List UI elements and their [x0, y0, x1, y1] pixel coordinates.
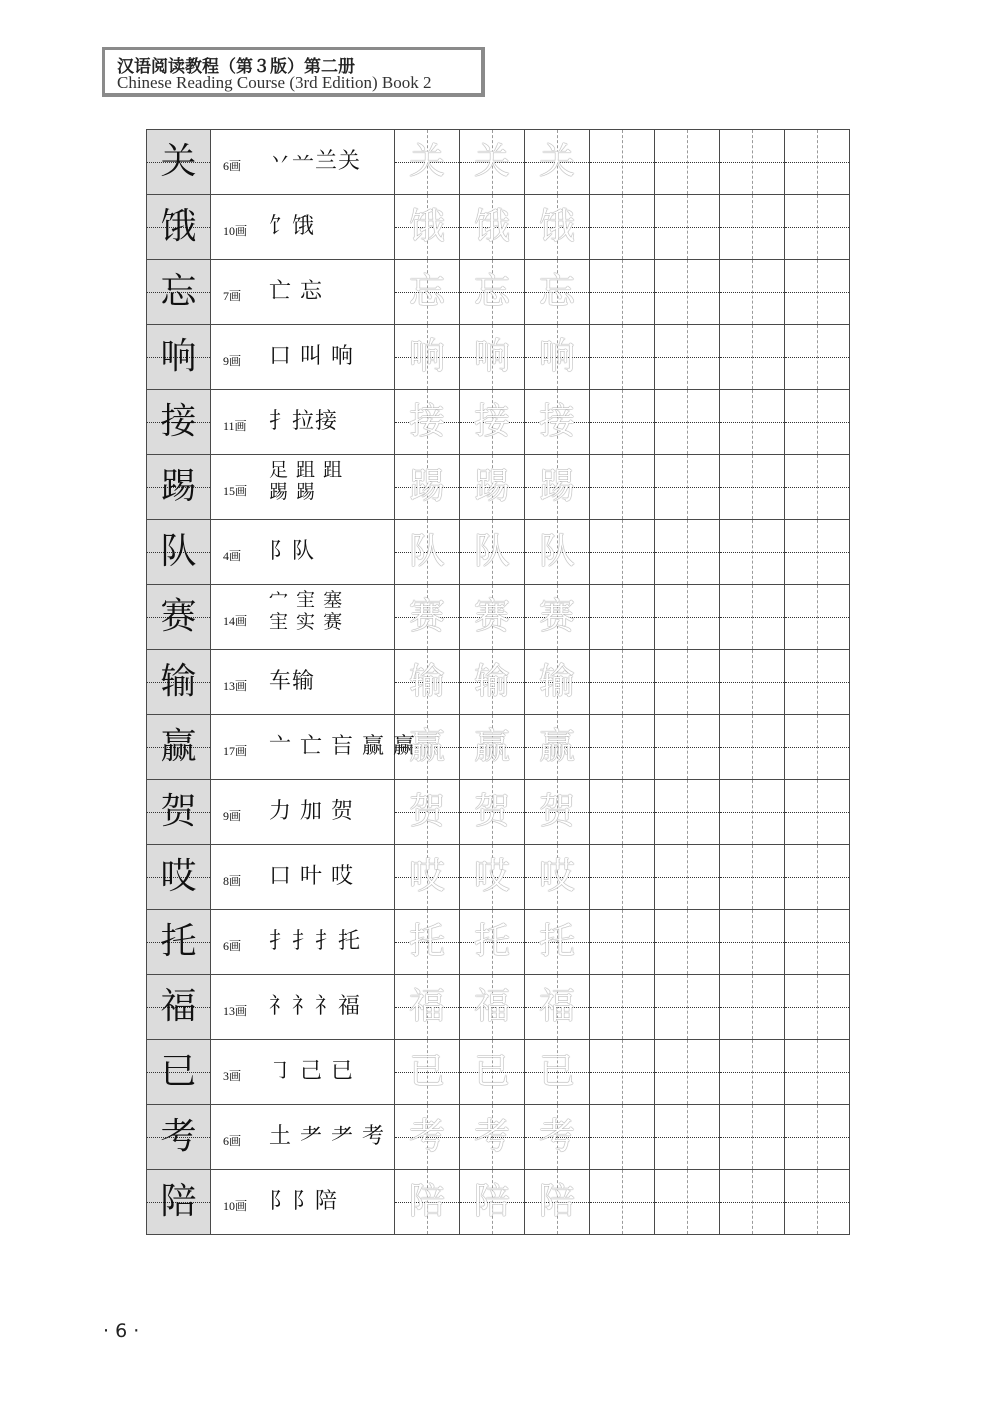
trace-character: 输: [538, 661, 575, 702]
blank-practice-cell: [785, 780, 850, 845]
stroke-info-cell: [211, 1040, 395, 1105]
model-character: 赛: [160, 596, 197, 637]
model-character-cell: [147, 325, 211, 390]
stroke-order-sequence: 亠 亡 吂 赢 赢: [269, 734, 416, 759]
stroke-info-cell: [211, 390, 395, 455]
blank-practice-cell: [655, 975, 720, 1040]
trace-cell: [395, 910, 460, 975]
stroke-count: 15画: [223, 484, 248, 498]
stroke-info-cell: [211, 585, 395, 650]
trace-character: 输: [473, 661, 510, 702]
model-character-cell: [147, 1170, 211, 1235]
blank-practice-cell: [720, 195, 785, 260]
blank-practice-cell: [720, 845, 785, 910]
stroke-order-sequence: 口 叶 哎: [269, 864, 354, 889]
stroke-order-sequence: 足 跙 跙 踢 踢: [269, 459, 344, 503]
trace-cell: [460, 975, 525, 1040]
trace-cell: [395, 845, 460, 910]
practice-row: [147, 195, 850, 260]
trace-cell: [395, 1105, 460, 1170]
trace-cell: [525, 390, 590, 455]
model-character: 福: [160, 986, 197, 1027]
trace-cell: [525, 260, 590, 325]
model-character-cell: [147, 585, 211, 650]
stroke-order-sequence: 土 耂 耂 考: [269, 1124, 385, 1149]
trace-character: 陪: [538, 1181, 575, 1222]
trace-character: 队: [408, 531, 445, 572]
model-character: 陪: [160, 1181, 197, 1222]
blank-practice-cell: [785, 1170, 850, 1235]
trace-cell: [460, 1105, 525, 1170]
trace-character: 踢: [473, 466, 510, 507]
trace-character: 忘: [473, 271, 510, 312]
blank-practice-cell: [720, 390, 785, 455]
stroke-count: 7画: [223, 289, 242, 303]
blank-practice-cell: [655, 325, 720, 390]
model-character-cell: [147, 130, 211, 195]
trace-cell: [460, 390, 525, 455]
trace-character: 队: [473, 531, 510, 572]
practice-row: [147, 130, 850, 195]
stroke-info-cell: [211, 195, 395, 260]
model-character: 赢: [160, 726, 197, 767]
blank-practice-cell: [720, 780, 785, 845]
trace-character: 踢: [538, 466, 575, 507]
trace-cell: [460, 130, 525, 195]
trace-cell: [395, 455, 460, 520]
blank-practice-cell: [655, 130, 720, 195]
stroke-info-cell: [211, 520, 395, 585]
trace-cell: [525, 715, 590, 780]
stroke-order-sequence: 宀 宔 塞 宔 实 赛: [269, 589, 344, 633]
practice-row: [147, 1105, 850, 1170]
trace-cell: [395, 585, 460, 650]
stroke-count: 13画: [223, 1004, 248, 1018]
stroke-order-sequence: 饣饿: [269, 214, 316, 239]
blank-practice-cell: [655, 390, 720, 455]
blank-practice-cell: [785, 455, 850, 520]
model-character-cell: [147, 975, 211, 1040]
stroke-order-sequence: 丷䒑兰关: [269, 149, 362, 174]
practice-row: [147, 455, 850, 520]
trace-character: 哎: [408, 856, 445, 897]
blank-practice-cell: [785, 845, 850, 910]
trace-character: 托: [408, 921, 445, 962]
trace-character: 响: [408, 336, 445, 377]
stroke-count: 17画: [223, 744, 248, 758]
trace-character: 响: [473, 336, 510, 377]
practice-row: [147, 780, 850, 845]
blank-practice-cell: [655, 455, 720, 520]
stroke-info-cell: [211, 975, 395, 1040]
trace-cell: [525, 650, 590, 715]
trace-cell: [460, 780, 525, 845]
trace-cell: [395, 390, 460, 455]
stroke-info-cell: [211, 325, 395, 390]
stroke-count: 10画: [223, 224, 248, 238]
blank-practice-cell: [785, 975, 850, 1040]
blank-practice-cell: [655, 845, 720, 910]
trace-cell: [460, 845, 525, 910]
trace-character: 响: [538, 336, 575, 377]
trace-character: 输: [408, 661, 445, 702]
stroke-count: 8画: [223, 874, 242, 888]
trace-character: 赢: [473, 726, 510, 767]
trace-character: 福: [408, 986, 445, 1027]
trace-cell: [460, 520, 525, 585]
trace-character: 接: [408, 401, 445, 442]
trace-character: 接: [473, 401, 510, 442]
blank-practice-cell: [590, 650, 655, 715]
trace-cell: [460, 910, 525, 975]
blank-practice-cell: [590, 455, 655, 520]
stroke-order-sequence: 扌扌扌托: [269, 929, 362, 954]
stroke-count: 6画: [223, 939, 242, 953]
trace-character: 饿: [538, 206, 575, 247]
model-character-cell: [147, 715, 211, 780]
trace-character: 考: [408, 1116, 445, 1157]
blank-practice-cell: [590, 975, 655, 1040]
trace-character: 赛: [473, 596, 510, 637]
trace-character: 陪: [408, 1181, 445, 1222]
model-character: 队: [160, 531, 197, 572]
stroke-info-cell: [211, 910, 395, 975]
blank-practice-cell: [785, 130, 850, 195]
trace-cell: [525, 520, 590, 585]
stroke-count: 14画: [223, 614, 248, 628]
practice-row: [147, 910, 850, 975]
blank-practice-cell: [590, 325, 655, 390]
practice-row: [147, 1170, 850, 1235]
trace-character: 已: [538, 1051, 575, 1092]
blank-practice-cell: [655, 650, 720, 715]
stroke-order-sequence: ㇆ 己 已: [269, 1059, 354, 1084]
model-character-cell: [147, 780, 211, 845]
stroke-order-sequence: 礻礻礻福: [269, 994, 362, 1019]
model-character-cell: [147, 520, 211, 585]
trace-character: 贺: [538, 791, 575, 832]
character-practice-grid: [146, 129, 850, 1235]
blank-practice-cell: [785, 585, 850, 650]
model-character: 接: [160, 401, 197, 442]
trace-character: 哎: [538, 856, 575, 897]
trace-character: 饿: [408, 206, 445, 247]
model-character: 哎: [160, 856, 197, 897]
practice-row: [147, 390, 850, 455]
model-character-cell: [147, 1040, 211, 1105]
trace-cell: [395, 1040, 460, 1105]
book-header: [102, 47, 485, 97]
trace-character: 福: [473, 986, 510, 1027]
trace-cell: [395, 975, 460, 1040]
stroke-info-cell: [211, 455, 395, 520]
blank-practice-cell: [785, 650, 850, 715]
trace-character: 踢: [408, 466, 445, 507]
stroke-info-cell: [211, 845, 395, 910]
stroke-count: 6画: [223, 159, 242, 173]
blank-practice-cell: [785, 1040, 850, 1105]
trace-character: 福: [538, 986, 575, 1027]
trace-character: 考: [473, 1116, 510, 1157]
trace-cell: [395, 260, 460, 325]
model-character: 已: [160, 1051, 197, 1092]
practice-row: [147, 325, 850, 390]
stroke-count: 9画: [223, 809, 242, 823]
trace-cell: [395, 650, 460, 715]
stroke-info-cell: [211, 715, 416, 780]
blank-practice-cell: [720, 650, 785, 715]
trace-cell: [395, 715, 460, 780]
blank-practice-cell: [590, 910, 655, 975]
model-character: 响: [160, 336, 197, 377]
practice-row: [147, 650, 850, 715]
trace-character: 忘: [538, 271, 575, 312]
stroke-count: 10画: [223, 1199, 248, 1213]
trace-cell: [395, 325, 460, 390]
trace-cell: [525, 910, 590, 975]
stroke-count: 6画: [223, 1134, 242, 1148]
stroke-order-sequence: 口 叫 响: [269, 344, 354, 369]
model-character-cell: [147, 1105, 211, 1170]
trace-character: 关: [538, 141, 575, 182]
model-character: 关: [160, 141, 197, 182]
practice-row: [147, 715, 850, 780]
stroke-info-cell: [211, 1105, 395, 1170]
blank-practice-cell: [720, 975, 785, 1040]
stroke-count: 13画: [223, 679, 248, 693]
trace-cell: [525, 1170, 590, 1235]
practice-row: [147, 260, 850, 325]
model-character-cell: [147, 260, 211, 325]
blank-practice-cell: [785, 390, 850, 455]
blank-practice-cell: [785, 910, 850, 975]
trace-character: 贺: [473, 791, 510, 832]
blank-practice-cell: [655, 195, 720, 260]
trace-character: 考: [538, 1116, 575, 1157]
practice-row: [147, 845, 850, 910]
trace-character: 陪: [473, 1181, 510, 1222]
blank-practice-cell: [720, 715, 785, 780]
blank-practice-cell: [590, 520, 655, 585]
blank-practice-cell: [590, 260, 655, 325]
trace-cell: [525, 455, 590, 520]
trace-cell: [460, 650, 525, 715]
blank-practice-cell: [785, 715, 850, 780]
blank-practice-cell: [720, 1040, 785, 1105]
trace-cell: [395, 1170, 460, 1235]
blank-practice-cell: [655, 715, 720, 780]
trace-cell: [460, 1170, 525, 1235]
blank-practice-cell: [720, 260, 785, 325]
blank-practice-cell: [720, 520, 785, 585]
trace-character: 赢: [538, 726, 575, 767]
model-character-cell: [147, 390, 211, 455]
model-character-cell: [147, 650, 211, 715]
blank-practice-cell: [655, 520, 720, 585]
trace-character: 哎: [473, 856, 510, 897]
header-title-en: Chinese Reading Course (3rd Edition) Book 2: [117, 73, 432, 92]
trace-cell: [525, 975, 590, 1040]
blank-practice-cell: [590, 1040, 655, 1105]
trace-cell: [395, 195, 460, 260]
model-character: 托: [160, 921, 197, 962]
trace-cell: [525, 780, 590, 845]
trace-character: 贺: [408, 791, 445, 832]
trace-cell: [460, 1040, 525, 1105]
blank-practice-cell: [590, 390, 655, 455]
blank-practice-cell: [655, 780, 720, 845]
practice-row: [147, 975, 850, 1040]
trace-character: 饿: [473, 206, 510, 247]
trace-cell: [460, 585, 525, 650]
practice-row: [147, 585, 850, 650]
trace-character: 托: [538, 921, 575, 962]
trace-cell: [525, 130, 590, 195]
stroke-count: 9画: [223, 354, 242, 368]
trace-cell: [395, 130, 460, 195]
trace-cell: [395, 520, 460, 585]
blank-practice-cell: [720, 1105, 785, 1170]
trace-character: 已: [408, 1051, 445, 1092]
blank-practice-cell: [590, 845, 655, 910]
blank-practice-cell: [655, 910, 720, 975]
stroke-order-sequence: 阝队: [269, 539, 316, 564]
stroke-order-sequence: 扌拉接: [269, 409, 339, 434]
blank-practice-cell: [720, 1170, 785, 1235]
trace-cell: [395, 780, 460, 845]
trace-cell: [525, 1040, 590, 1105]
blank-practice-cell: [785, 260, 850, 325]
blank-practice-cell: [720, 910, 785, 975]
trace-cell: [525, 195, 590, 260]
trace-cell: [460, 325, 525, 390]
trace-cell: [525, 1105, 590, 1170]
trace-cell: [525, 845, 590, 910]
stroke-order-sequence: 阝阝陪: [269, 1189, 339, 1214]
trace-character: 关: [473, 141, 510, 182]
header-title-cn: 汉语阅读教程（第３版）第二册: [117, 57, 355, 77]
trace-cell: [525, 585, 590, 650]
trace-cell: [460, 715, 525, 780]
trace-character: 队: [538, 531, 575, 572]
blank-practice-cell: [655, 260, 720, 325]
blank-practice-cell: [590, 715, 655, 780]
blank-practice-cell: [655, 1040, 720, 1105]
trace-character: 已: [473, 1051, 510, 1092]
trace-cell: [460, 260, 525, 325]
blank-practice-cell: [720, 325, 785, 390]
stroke-order-sequence: 力 加 贺: [269, 799, 354, 824]
trace-character: 赢: [408, 726, 445, 767]
blank-practice-cell: [590, 195, 655, 260]
blank-practice-cell: [590, 585, 655, 650]
stroke-count: 3画: [223, 1069, 242, 1083]
stroke-info-cell: [211, 780, 395, 845]
trace-character: 接: [538, 401, 575, 442]
model-character-cell: [147, 195, 211, 260]
stroke-order-sequence: 亡 忘: [269, 279, 323, 304]
model-character-cell: [147, 455, 211, 520]
trace-character: 赛: [538, 596, 575, 637]
stroke-info-cell: [211, 260, 395, 325]
model-character: 忘: [160, 271, 197, 312]
trace-character: 托: [473, 921, 510, 962]
blank-practice-cell: [590, 1170, 655, 1235]
trace-cell: [460, 455, 525, 520]
page-number: · 6 ·: [103, 1320, 140, 1342]
stroke-info-cell: [211, 650, 395, 715]
blank-practice-cell: [655, 1105, 720, 1170]
blank-practice-cell: [785, 195, 850, 260]
blank-practice-cell: [590, 130, 655, 195]
model-character-cell: [147, 910, 211, 975]
trace-cell: [525, 325, 590, 390]
blank-practice-cell: [785, 325, 850, 390]
model-character: 考: [160, 1116, 197, 1157]
trace-character: 忘: [408, 271, 445, 312]
model-character: 饿: [160, 206, 197, 247]
stroke-count: 11画: [223, 419, 247, 433]
blank-practice-cell: [720, 455, 785, 520]
blank-practice-cell: [720, 585, 785, 650]
model-character: 输: [160, 661, 197, 702]
practice-row: [147, 520, 850, 585]
stroke-info-cell: [211, 1170, 395, 1235]
blank-practice-cell: [655, 585, 720, 650]
blank-practice-cell: [720, 130, 785, 195]
trace-cell: [460, 195, 525, 260]
stroke-info-cell: [211, 130, 395, 195]
blank-practice-cell: [785, 520, 850, 585]
model-character: 贺: [160, 791, 197, 832]
stroke-count: 4画: [223, 549, 242, 563]
blank-practice-cell: [590, 1105, 655, 1170]
blank-practice-cell: [655, 1170, 720, 1235]
blank-practice-cell: [785, 1105, 850, 1170]
trace-character: 赛: [408, 596, 445, 637]
blank-practice-cell: [590, 780, 655, 845]
practice-row: [147, 1040, 850, 1105]
trace-character: 关: [408, 141, 445, 182]
model-character: 踢: [160, 466, 197, 507]
stroke-order-sequence: 车输: [269, 669, 316, 694]
model-character-cell: [147, 845, 211, 910]
